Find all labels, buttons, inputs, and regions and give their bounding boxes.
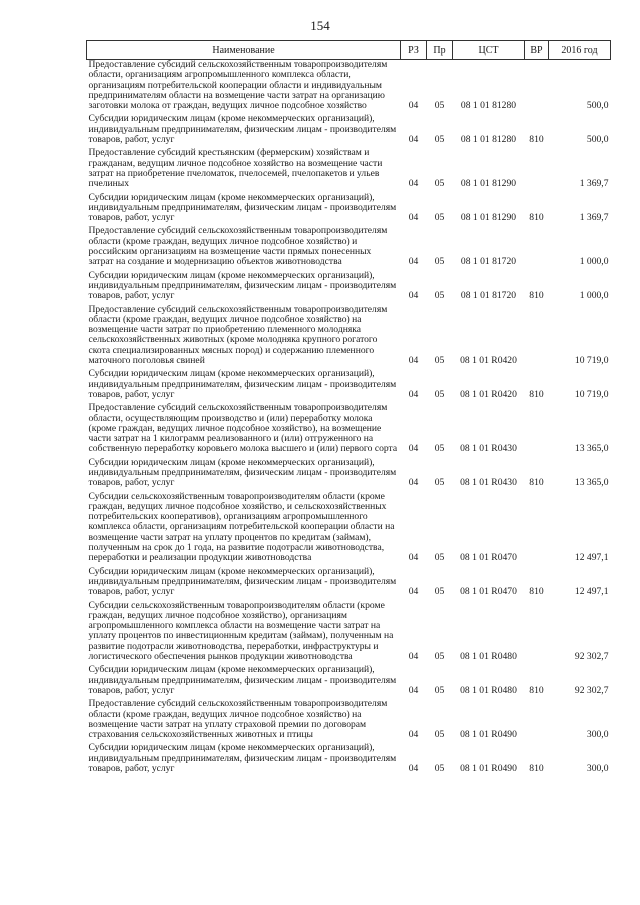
budget-table: [86, 40, 611, 777]
row-cst: 08 1 01 R0420: [460, 388, 517, 400]
row-rz: 04: [408, 477, 419, 489]
row-cst: 08 1 01 R0430: [460, 443, 517, 455]
row-cst: 08 1 01 81280: [460, 134, 517, 146]
table-body: [87, 60, 611, 778]
row-cst: 08 1 01 81290: [460, 178, 517, 190]
row-name: Субсидии сельскохозяйственным товаропроизводителям области (кроме граждан, ведущих личное подсобное хозяйство, и сельскохозяйственных потребительских кооперативов), организациям агропромышленного комплекса области, организациям потребительской кооперации области на возмещение части затрат на уплату процентов по кредитам (займам), полученным на срок до 1 года, на развитие подотрасли животноводства, переработки и реализации продукции животноводства: [88, 490, 395, 564]
table-row: [87, 114, 611, 145]
row-pr: 05: [434, 684, 445, 696]
row-rz: 04: [408, 388, 419, 400]
table-row: [87, 665, 611, 696]
row-name: Субсидии сельскохозяйственным товаропроизводителям области (кроме граждан, ведущих личное подсобное хозяйство), организациям агропромышленного комплекса области на возмещение части затрат на уплату процентов по инвестиционным кредитам (займам), полученным на развитие подотрасли животноводства, переработки, инфраструктуры и логистического обеспечения рынков продукции животноводства: [88, 599, 394, 663]
row-name: Предоставление субсидий сельскохозяйственным товаропроизводителям области (кроме граждан, ведущих личное подсобное хозяйство) на возмещение части затрат по приобретению племенного молодняка сельскохозяйственных животных (кроме молодняка крупного рогатого скота специализированных мясных пород) и содержанию племенного маточного поголовья свиней: [88, 303, 388, 367]
header-rz: РЗ: [401, 41, 427, 60]
row-rz: 04: [408, 212, 419, 224]
row-name: Предоставление субсидий крестьянским (фермерским) хозяйствам и гражданам, ведущим личное подсобное хозяйство на возмещение части затрат на приобретение пчеломаток, пчелосемей, пчелопакетов и ульев пчелиных: [88, 147, 383, 190]
row-pr: 05: [434, 443, 445, 455]
row-pr: 05: [434, 100, 445, 112]
row-rz: 04: [408, 290, 419, 302]
row-cst: 08 1 01 R0470: [460, 586, 517, 598]
row-vr: 810: [529, 684, 544, 696]
row-pr: 05: [434, 651, 445, 663]
row-cst: 08 1 01 R0490: [460, 729, 517, 741]
row-pr: 05: [434, 586, 445, 598]
row-name: Субсидии юридическим лицам (кроме некоммерческих организаций), индивидуальным предпринимателям, физическим лицам - производителям товаров, работ, услуг: [88, 664, 397, 696]
row-amount: 300,0: [586, 729, 609, 741]
row-vr: [525, 148, 549, 189]
row-rz: 04: [408, 256, 419, 268]
row-amount: 1 369,7: [579, 178, 609, 190]
row-vr: [525, 305, 549, 367]
row-cst: 08 1 01 R0430: [460, 477, 517, 489]
row-name: Субсидии юридическим лицам (кроме некоммерческих организаций), индивидуальным предпринимателям, физическим лицам - производителям товаров, работ, услуг: [88, 742, 397, 774]
table-row: [87, 699, 611, 740]
row-vr: [525, 403, 549, 454]
row-pr: 05: [434, 388, 445, 400]
row-cst: 08 1 01 R0480: [460, 684, 517, 696]
row-cst: 08 1 01 81720: [460, 256, 517, 268]
page-number: 154: [310, 18, 330, 33]
table-row: [87, 403, 611, 454]
row-vr: [525, 60, 549, 112]
table-row: [87, 226, 611, 267]
header-pr: Пр: [427, 41, 453, 60]
row-amount: 300,0: [586, 763, 609, 774]
row-amount: 1 369,7: [579, 212, 609, 224]
row-pr: 05: [434, 552, 445, 564]
row-name: Предоставление субсидий сельскохозяйственным товаропроизводителям области, организациям агропромышленного комплекса области, организациям потребительской кооперации области и индивидуальным предпринимателям области на возмещение части затрат на организацию заготовки молока от граждан, ведущих личное подсобное хозяйство: [88, 59, 388, 112]
row-cst: 08 1 01 R0480: [460, 651, 517, 663]
row-amount: 1 000,0: [579, 290, 609, 302]
row-rz: 04: [408, 443, 419, 455]
row-amount: 12 497,1: [574, 552, 609, 564]
row-amount: 12 497,1: [574, 586, 609, 598]
row-cst: 08 1 01 81280: [460, 100, 517, 112]
table-row: [87, 601, 611, 663]
row-name: Предоставление субсидий сельскохозяйственным товаропроизводителям области (кроме граждан, ведущих личное подсобное хозяйство) на возмещение части затрат на уплату страховой премии по договорам страхования сельскохозяйственных животных и птицы: [88, 698, 388, 741]
row-amount: 92 302,7: [574, 651, 609, 663]
row-vr: 810: [529, 290, 544, 302]
row-vr: 810: [529, 134, 544, 146]
row-cst: 08 1 01 81290: [460, 212, 517, 224]
row-pr: 05: [434, 729, 445, 741]
row-amount: 500,0: [586, 100, 609, 112]
table-row: [87, 60, 611, 112]
row-rz: 04: [408, 729, 419, 741]
row-vr: [525, 601, 549, 663]
row-amount: 1 000,0: [579, 256, 609, 268]
row-vr: 810: [529, 388, 544, 400]
row-amount: 10 719,0: [574, 388, 609, 400]
table-row: [87, 567, 611, 598]
row-vr: 810: [529, 477, 544, 489]
row-rz: 04: [408, 651, 419, 663]
header-year: 2016 год: [549, 41, 611, 60]
row-vr: 810: [529, 212, 544, 224]
table-row: [87, 743, 611, 774]
row-vr: [525, 492, 549, 564]
row-pr: 05: [434, 256, 445, 268]
row-name: Субсидии юридическим лицам (кроме некоммерческих организаций), индивидуальным предпринимателям, физическим лицам - производителям товаров, работ, услуг: [88, 456, 397, 489]
row-name: Субсидии юридическим лицам (кроме некоммерческих организаций), индивидуальным предпринимателям, физическим лицам - производителям товаров, работ, услуг: [88, 368, 397, 400]
row-rz: 04: [408, 684, 419, 696]
row-rz: 04: [408, 100, 419, 112]
row-name: Предоставление субсидий сельскохозяйственным товаропроизводителям области (кроме граждан, ведущих личное подсобное хозяйство) и российским организациям на возмещение части прямых понесенных затрат на создание и модернизацию объектов животноводства: [88, 225, 388, 268]
row-amount: 13 365,0: [574, 477, 609, 489]
row-name: Предоставление субсидий сельскохозяйственным товаропроизводителям области, осуществляющим производство и (или) переработку молока (кроме граждан, ведущих личное подсобное хозяйство), на возмещение части затрат на 1 килограмм реализованного и (или) отгруженного на собственную переработку коровьего молока высшего и (или) первого сорта: [88, 402, 398, 455]
row-cst: 08 1 01 R0420: [460, 355, 517, 367]
row-rz: 04: [408, 355, 419, 367]
row-cst: 08 1 01 81720: [460, 290, 517, 302]
row-name: Субсидии юридическим лицам (кроме некоммерческих организаций), индивидуальным предпринимателям, физическим лицам - производителям товаров, работ, услуг: [88, 191, 397, 224]
row-pr: 05: [434, 763, 445, 774]
row-pr: 05: [434, 355, 445, 367]
header-cst: ЦСТ: [453, 41, 525, 60]
row-vr: 810: [529, 586, 544, 598]
table-row: [87, 369, 611, 400]
row-rz: 04: [408, 586, 419, 598]
header-name: Наименование: [87, 41, 401, 60]
row-name: Субсидии юридическим лицам (кроме некоммерческих организаций), индивидуальным предпринимателям, физическим лицам - производителям товаров, работ, услуг: [88, 565, 397, 598]
row-rz: 04: [408, 134, 419, 146]
row-amount: 500,0: [586, 134, 609, 146]
table-row: [87, 148, 611, 189]
row-pr: 05: [434, 290, 445, 302]
table-row: [87, 492, 611, 564]
row-pr: 05: [434, 134, 445, 146]
table-row: [87, 193, 611, 224]
table-row: [87, 305, 611, 367]
row-cst: 08 1 01 R0490: [460, 763, 517, 774]
row-vr: [525, 226, 549, 267]
row-pr: 05: [434, 178, 445, 190]
table-header: [87, 41, 611, 60]
row-rz: 04: [408, 178, 419, 190]
row-pr: 05: [434, 477, 445, 489]
row-amount: 13 365,0: [574, 443, 609, 455]
row-cst: 08 1 01 R0470: [460, 552, 517, 564]
row-rz: 04: [408, 552, 419, 564]
row-name: Субсидии юридическим лицам (кроме некоммерческих организаций), индивидуальным предпринимателям, физическим лицам - производителям товаров, работ, услуг: [88, 113, 397, 146]
header-vr: ВР: [525, 41, 549, 60]
row-amount: 10 719,0: [574, 355, 609, 367]
table-row: [87, 271, 611, 302]
row-amount: 92 302,7: [574, 684, 609, 696]
row-rz: 04: [408, 763, 419, 774]
row-pr: 05: [434, 212, 445, 224]
row-vr: [525, 699, 549, 740]
table-row: [87, 458, 611, 489]
row-vr: 810: [529, 763, 544, 774]
row-name: Субсидии юридическим лицам (кроме некоммерческих организаций), индивидуальным предпринимателям, физическим лицам - производителям товаров, работ, услуг: [88, 269, 397, 302]
